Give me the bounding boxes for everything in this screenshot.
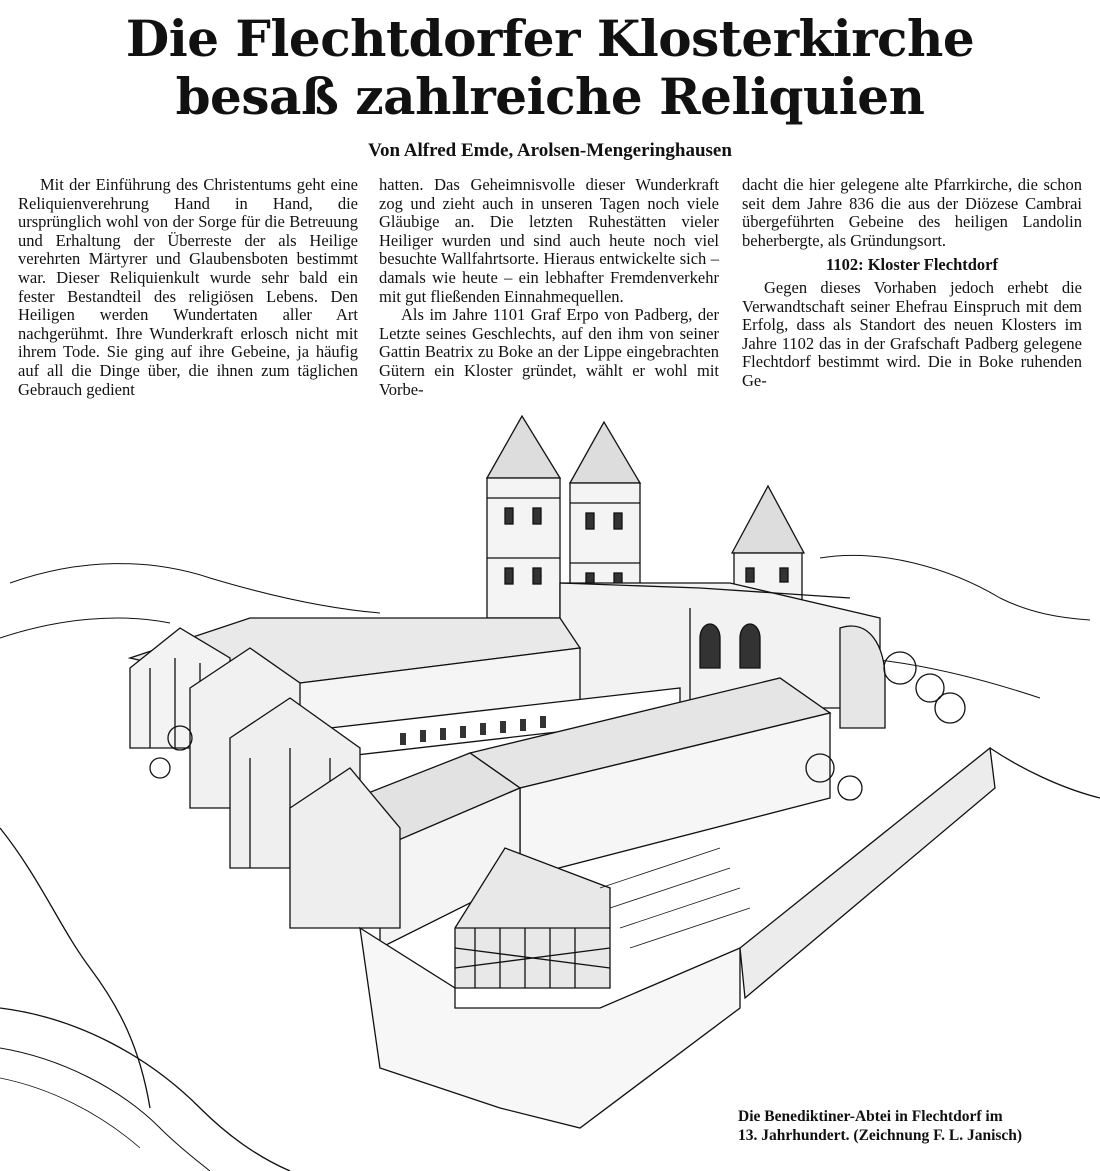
byline: Von Alfred Emde, Arolsen-Mengeringhausen — [368, 140, 732, 161]
abbey-drawing — [0, 408, 1100, 1171]
text-column-1 — [18, 176, 358, 399]
paragraph: Mit der Einführung des Christentums geht eine Reliquienverehrung Hand in Hand, die ursprünglich wohl von der Sorge für die Betreuung und Erhaltung der Überreste der als Heilige verehrten Märtyrer und Glaubensboten bestimmt war. Dieser Reliquienkult wurde sehr bald ein fester Bestandteil des religiösen Lebens. Den Heiligen werden Wundertaten aller Art nachgerühmt. Ihre Wunderkraft erlosch nicht mit ihrem Tode. Sie ging auf ihre Gebeine, ja häufig auf all die Dinge über, die ihnen zum täglichen Gebrauch gedient — [18, 175, 358, 399]
headline — [0, 10, 1100, 126]
caption-line-2: 13. Jahrhundert. (Zeichnung F. L. Janisch) — [738, 1127, 1023, 1144]
paragraph: Gegen dieses Vorhaben jedoch erhebt die Verwandtschaft seiner Ehefrau Einspruch mit dem Erfolg, dass als Standort des neuen Klosters im Jahre 1102 das in der Grafschaft Padberg gelegene Flechtdorf bestimmt wird. Die in Boke ruhenden Ge- — [742, 277, 1082, 390]
headline-line-1: Die Flechtdorfer Klosterkirche — [125, 9, 975, 68]
illustration-caption — [732, 1105, 1090, 1147]
text-column-3 — [742, 176, 1082, 391]
paragraph: hatten. Das Geheimnisvolle dieser Wunderkraft zog und zieht auch in unseren Tagen noch viele Gläubige an. Die letzten Ruhestätten vieler Heiliger wurden und sind auch heute noch viel besuchte Wallfahrtsorte. Hieraus entwickelte sich – damals wie heute – ein lebhafter Fremdenverkehr mit gut fließenden Einnahmequellen. — [379, 175, 719, 306]
paragraph: Als im Jahre 1101 Graf Erpo von Padberg, der Letzte seines Geschlechts, auf den ihm von seiner Gattin Beatrix zu Boke an der Lippe eingebrachten Gütern ein Kloster gründet, wählt er wohl mit Vorbe- — [379, 305, 719, 399]
abbey-illustration — [0, 408, 1100, 1171]
caption-line-1: Die Benediktiner-Abtei in Flechtdorf im — [738, 1108, 1003, 1125]
headline-line-2: besaß zahlreiche Reliquien — [175, 67, 925, 126]
subheading: 1102: Kloster Flechtdorf — [826, 255, 998, 275]
text-column-2 — [379, 176, 719, 399]
paragraph: dacht die hier gelegene alte Pfarrkirche, die schon seit dem Jahre 836 die aus der Diözese Cambrai übergeführten Gebeine des heiligen Landolin beherbergte, als Gründungsort. — [742, 175, 1082, 250]
